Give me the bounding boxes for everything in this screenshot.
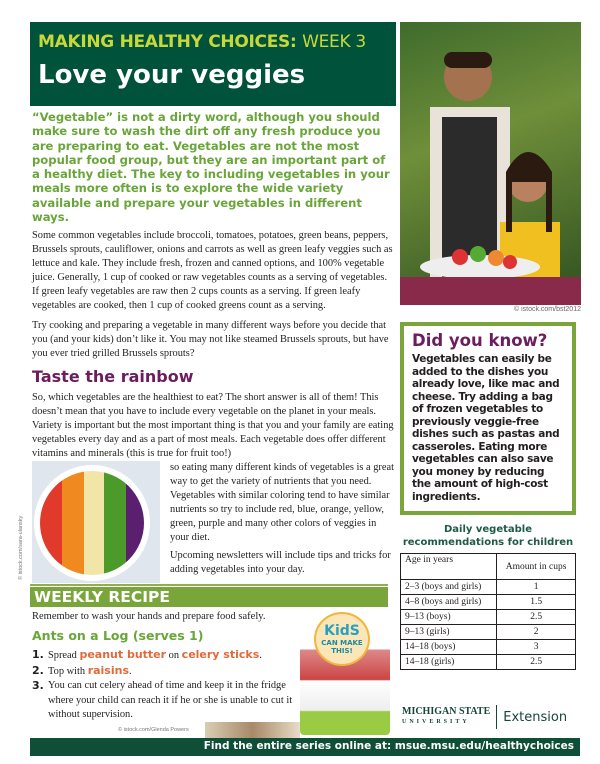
rainbow-text <box>170 461 394 583</box>
header-banner <box>30 22 396 106</box>
divider <box>30 584 388 586</box>
logo-line2: UNIVERSITY <box>402 719 470 725</box>
ingredient: peanut butter <box>79 648 167 661</box>
amount-cell: 2.5 <box>497 655 576 670</box>
age-cell: 9–13 (boys) <box>401 610 497 625</box>
vegetable-bowl-photo <box>32 461 160 583</box>
hero-illustration <box>400 22 581 305</box>
amount-cell: 3 <box>497 640 576 655</box>
did-you-know-title: Did you know? <box>412 331 548 350</box>
age-cell: 2–3 (boys and girls) <box>401 580 497 595</box>
column-header: Age in years <box>401 554 497 580</box>
bowl-illustration <box>32 461 160 583</box>
step-text: You can cut celery ahead of time and keep it in the fridge where your child can reach it if he or she is unable to cut it without supervision. <box>48 680 293 721</box>
step-number: 1. <box>32 648 44 661</box>
rainbow-section <box>32 461 394 583</box>
did-you-know-text: Vegetables can easily be added to the dishes you already love, like mac and cheese. Try adding a bag of frozen vegetables to previously veggie-free dishes such as pastas and casseroles. Eating more vegetables can also save you money by reducing the amount of high-cost ingredients. <box>412 353 560 503</box>
msu-extension-logo <box>402 705 567 729</box>
body-paragraph: Some common vegetables include broccoli, tomatoes, potatoes, green beans, peppers, Brussels sprouts, cauliflower, onions and carrots as well as green leafy veggies such as lettuce and kale. They include fresh, frozen and canned options, and 100% vegetable juice. Generally, 1 cup of cooked or raw vegetables counts as a serving of vegetables. If green leafy vegetables are raw then 2 cups counts as a serving. If green leafy vegetables are cooked, then 1 cup of cooked greens count as a serving. <box>32 230 393 312</box>
step-text: Spread <box>48 650 80 661</box>
kids-can-make-this-badge <box>314 612 370 666</box>
did-you-know-box <box>400 322 576 515</box>
logo-divider <box>496 705 497 729</box>
age-cell: 9–13 (girls) <box>401 625 497 640</box>
kicker-bold: MAKING HEALTHY CHOICES: <box>38 32 297 52</box>
age-cell: 4–8 (boys and girls) <box>401 595 497 610</box>
photo-credit: © istock.com/sara-ulansky <box>18 515 24 580</box>
step-number: 3. <box>32 679 44 693</box>
safety-note: Remember to wash your hands and prepare food safely. <box>32 611 266 622</box>
badge-title: KidS <box>324 623 360 639</box>
hero-photo-father-daughter <box>400 22 581 305</box>
table-row <box>401 610 576 625</box>
body-paragraph: So, which vegetables are the healthiest to eat? The short answer is all of them! This doesn’t mean that you have to include every vegetable on the planet in your meals. Variety is important but the most important thing is that you and your family are eating vegetables every day and as a part of most meals. Each vegetable does offer different vitamins and minerals (this is true for fruit too!) <box>32 392 394 460</box>
body-paragraph: Upcoming newsletters will include tips and tricks for adding vegetables into your day. <box>170 550 391 576</box>
section-heading-taste-rainbow: Taste the rainbow <box>32 367 194 387</box>
body-paragraph: Try cooking and preparing a vegetable in many different ways before you decide that you (and your kids) don’t like it. You may not like steamed Brussels sprouts, but have you ever tried grilled Brussels sprouts? <box>32 320 389 360</box>
ingredients-photo <box>205 722 300 738</box>
amount-cell: 1.5 <box>497 595 576 610</box>
age-cell: 14–18 (boys) <box>401 640 497 655</box>
sidebar-column <box>400 322 576 670</box>
table-row <box>401 625 576 640</box>
amount-cell: 1 <box>497 580 576 595</box>
amount-cell: 2 <box>497 625 576 640</box>
photo-credit: © istock.com/bst2012 <box>513 306 581 313</box>
recipe-steps <box>32 648 298 723</box>
main-column <box>32 110 394 583</box>
badge-subtitle: CAN MAKE THIS! <box>321 639 363 655</box>
recipe-step <box>32 679 298 723</box>
table-title: Daily vegetable recommendations for children <box>402 524 574 548</box>
step-text: . <box>129 665 132 677</box>
kicker-week: WEEK 3 <box>302 32 366 52</box>
recipe-step <box>32 664 298 680</box>
ingredient: raisins <box>87 663 130 677</box>
amount-cell: 2.5 <box>497 610 576 625</box>
ingredient: celery sticks <box>181 648 260 661</box>
series-kicker <box>38 32 366 52</box>
page-title: Love your veggies <box>38 60 306 90</box>
table-row <box>401 595 576 610</box>
recipe-step <box>32 648 298 664</box>
intro-paragraph: “Vegetable” is not a dirty word, although you should make sure to wash the dirt off any fresh produce you are preparing to eat. Vegetables are not the most popular food group, but they are an important part of a healthy diet. The key to including vegetables in your meals more often is to explore the wide variety available and prepare your vegetables in different ways. <box>32 110 390 225</box>
table-row <box>401 640 576 655</box>
table-header-row <box>401 554 576 580</box>
step-text: Top with <box>48 665 88 677</box>
photo-credit: © istock.com/Glenda Powers <box>118 727 189 733</box>
recommendations-table <box>400 553 576 670</box>
step-number: 2. <box>32 663 44 677</box>
age-cell: 14–18 (girls) <box>401 655 497 670</box>
footer-banner: Find the entire series online at: msue.msu.edu/healthychoices <box>30 738 580 756</box>
recipe-name: Ants on a Log (serves 1) <box>32 628 204 643</box>
weekly-recipe-banner: WEEKLY RECIPE <box>30 587 388 607</box>
logo-line1: MICHIGAN STATE <box>402 706 491 717</box>
column-header: Amount in cups <box>497 554 576 580</box>
logo-extension: Extension <box>503 709 568 725</box>
table-row <box>401 655 576 670</box>
body-paragraph: so eating many different kinds of vegetables is a great way to get the variety of nutrients that you need. Vegetables with similar coloring tend to have similar nutrients so try to include red, blue, orange, yellow, green, purple and many other colors of veggies in your diet. <box>170 462 395 544</box>
table-row <box>401 580 576 595</box>
step-text: on <box>166 650 182 661</box>
step-text: . <box>259 650 262 661</box>
